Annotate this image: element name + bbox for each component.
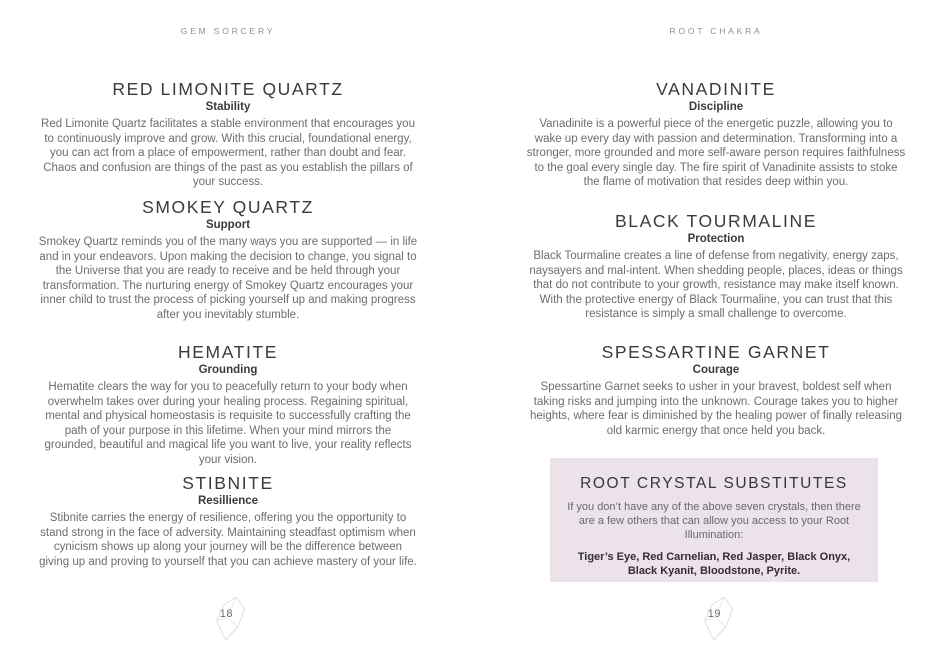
- page-right: [522, 0, 910, 650]
- crystal-description: Red Limonite Quartz facilitates a stable environment that encourages you to continuously improve and grow. With this crucial, foundational energy, you can act from a place of empowerment, rather than doubt and fear. Chaos and confusion are things of the past as you establish the pillars of your success.: [41, 118, 415, 189]
- crystal-title: SPESSARTINE GARNET: [601, 342, 831, 362]
- crystal-description: Stibnite carries the energy of resilience, offering you the opportunity to stand strong in the face of adversity. Maintaining steadfast optimism when cynicism shows up along your journey will be the difference between giving up and proving to yourself that you can achieve mastery of your life.: [39, 512, 417, 568]
- section-stibnite: [34, 473, 422, 569]
- crystal-subtitle: Grounding: [198, 364, 258, 376]
- crystal-subtitle: Resillience: [197, 495, 259, 507]
- section-hematite: [34, 342, 422, 468]
- crystal-description: Hematite clears the way for you to peacefully return to your body when overwhelm takes over during your healing process. Regaining spiritual, mental and physical homeostasis is requisite to successfully crafting the path of your purpose in this lifetime. When your mind mirrors the grounded, beautiful and magical life you want to live, your reality reflects your vision.: [44, 381, 412, 466]
- running-header-left: GEM SORCERY: [180, 26, 276, 36]
- section-vanadinite: [522, 79, 910, 190]
- substitutes-title: ROOT CRYSTAL SUBSTITUTES: [580, 475, 848, 492]
- crystal-subtitle: Support: [205, 219, 251, 231]
- page-number: 18: [219, 608, 234, 620]
- crystal-description: Smokey Quartz reminds you of the many ways you are supported — in life and in your endeavors. Upon making the decision to change, you signal to the Universe that you are ready to receive and be held through your transformation. The nurturing energy of Smokey Quartz encourages your inner child to trust the process of picking yourself up and making progress after you inevitably stumble.: [38, 236, 418, 321]
- crystal-subtitle: Discipline: [688, 101, 744, 113]
- page-footer-left: [34, 596, 422, 644]
- crystal-description: Vanadinite is a powerful piece of the energetic puzzle, allowing you to wake up every day with passion and determination. Transforming into a stronger, more grounded and more self-aware person requires faithfulness to the goal every single day. The fire spirit of Vanadinite assists to stoke the flame of motivation that resides deep within you.: [526, 118, 906, 189]
- crystal-title: HEMATITE: [178, 342, 278, 362]
- substitutes-description: If you don’t have any of the above seven crystals, then there are a few others that can allow you access to your Root Illumination:: [567, 501, 861, 541]
- crystal-title: VANADINITE: [656, 79, 776, 99]
- crystal-description: Black Tourmaline creates a line of defense from negativity, energy zaps, naysayers and mal-intent. When shedding people, places, ideas or things that do not contribute to your growth, resistance may make itself known. With the protective energy of Black Tourmaline, you can trust that this resistance is simply a small challenge to overcome.: [529, 250, 903, 321]
- crystal-title: SMOKEY QUARTZ: [142, 197, 314, 217]
- section-spessartine-garnet: [522, 342, 910, 438]
- crystal-title: BLACK TOURMALINE: [615, 211, 817, 231]
- crystal-subtitle: Courage: [692, 364, 740, 376]
- section-black-tourmaline: [522, 211, 910, 322]
- page-left: [34, 0, 422, 650]
- crystal-subtitle: Protection: [687, 233, 745, 245]
- root-crystal-substitutes-box: [550, 458, 878, 582]
- section-smokey-quartz: [34, 197, 422, 323]
- substitutes-crystal-list: Tiger’s Eye, Red Carnelian, Red Jasper, Black Onyx, Black Kyanit, Bloodstone, Pyrite.: [577, 551, 851, 577]
- section-red-limonite-quartz: [34, 79, 422, 190]
- crystal-description: Spessartine Garnet seeks to usher in your bravest, boldest self when taking risks and jumping into the unknown. Courage takes you to higher heights, where fear is diminished by the healing power of finally releasing old karmic energy that once held you back.: [529, 381, 903, 437]
- crystal-subtitle: Stability: [205, 101, 251, 113]
- crystal-title: RED LIMONITE QUARTZ: [112, 79, 344, 99]
- page-footer-right: [522, 596, 910, 644]
- page-number: 19: [707, 608, 722, 620]
- running-header-right: ROOT CHAKRA: [669, 26, 763, 36]
- crystal-title: STIBNITE: [182, 473, 274, 493]
